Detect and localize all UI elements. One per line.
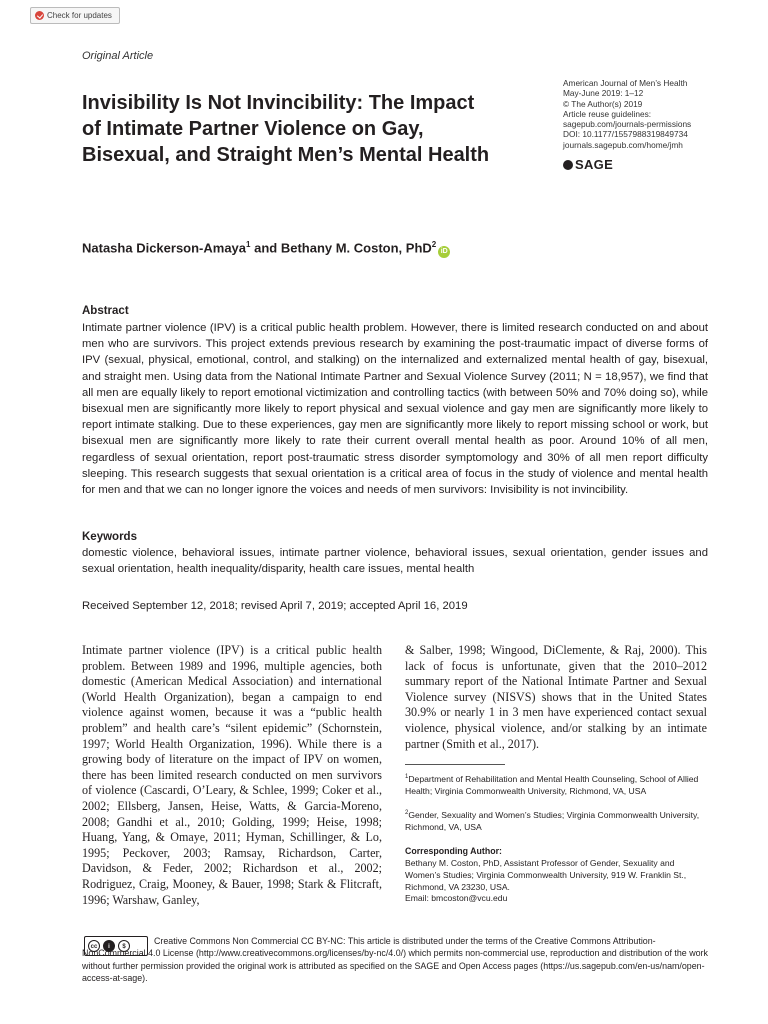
check-for-updates-label: Check for updates xyxy=(47,11,112,20)
orcid-icon[interactable]: iD xyxy=(438,246,450,258)
affiliation-2 xyxy=(405,808,710,833)
affiliation-1-mark: 1 xyxy=(405,774,409,780)
author-1-affil-mark: 1 xyxy=(246,240,251,249)
body-column-left: Intimate partner violence (IPV) is a critical public health problem. Between 1989 and 1996, multiple agencies, both domestic (American Medical Association) and international (World Health Organization), began a campaign to end violence against women, because it was a “public health problem” and health care’s “silent epidemic” (Schornstein, 1997; World Health Organization, 1996). While there is a growing body of literature on the impact of IPV on women, there has been limited research conducted on men survivors of violence (Cascardi, O’Leary, & Schlee, 1999; Coker et al., 2002; Ellsberg, Jansen, Heise, Watts, & Garcia-Moreno, 2008; Gandhi et al., 2010; Golding, 1999; Heise, 1998; Huang, Yang, & Omaye, 2011; Hyman, Schillinger, & Lo, 1995; Peckover, 2003; Ramsay, Richardson, Carter, Davidson, & Feder, 2002; Richardson et al., 2002; Rodriguez, Craig, Mooney, & Bauer, 1998; Stark & Flitcraft, 1996; Warshaw, Ganley, xyxy=(82,643,382,907)
copyright: © The Author(s) 2019 xyxy=(563,98,643,109)
footnote-divider xyxy=(405,764,505,765)
cc-icon: cc xyxy=(88,940,100,952)
received-dates: Received September 12, 2018; revised April 7, 2019; accepted April 16, 2019 xyxy=(82,600,468,612)
author-2-affil-mark: 2 xyxy=(431,240,437,249)
journal-name: American Journal of Men’s Health xyxy=(563,78,688,88)
check-icon xyxy=(35,11,44,20)
article-title: Invisibility Is Not Invincibility: The Impact of Intimate Partner Violence on Gay, Bisexual, and Straight Men’s Mental Health xyxy=(82,92,490,166)
keywords-text: domestic violence, behavioral issues, intimate partner violence, behavioral issues, sexual orientation, gender issues and sexual orientation, health inequality/disparity, health care issues, mental health xyxy=(82,547,708,576)
sage-icon xyxy=(563,160,573,170)
corresponding-author xyxy=(405,858,710,905)
check-for-updates-button[interactable] xyxy=(30,7,120,24)
corresponding-email[interactable]: Email: bmcoston@vcu.edu xyxy=(405,893,508,904)
reuse-link[interactable]: sagepub.com/journals-permissions xyxy=(563,119,692,130)
affiliation-1-text: Department of Rehabilitation and Mental Health Counseling, School of Allied Health; Virginia Commonwealth University, Richmond, VA, USA xyxy=(405,773,699,796)
body-column-right: & Salber, 1998; Wingood, DiClemente, & Raj, 2000). This lack of focus is unfortunate, given that the 2010–2012 summary report of the National Intimate Partner and Sexual Violence survey (NISVS) shows that in the United States 30.9% or nearly 1 in 3 men have experienced contact sexual violence, physical violence, and/or stalking by an intimate partner (Smith et al., 2017). xyxy=(405,643,707,751)
by-icon: i xyxy=(103,940,115,952)
doi[interactable]: DOI: 10.1177/1557988319849734 xyxy=(563,129,688,140)
author-line xyxy=(82,240,450,258)
affiliation-2-mark: 2 xyxy=(405,810,409,816)
journal-home-link[interactable]: journals.sagepub.com/home/jmh xyxy=(563,139,683,150)
publisher-name: SAGE xyxy=(575,157,614,172)
journal-issue: May-June 2019: 1–12 xyxy=(563,88,644,99)
author-connector: and xyxy=(250,240,281,256)
author-2: Bethany M. Coston, PhD xyxy=(280,240,432,256)
affiliation-2-text: Gender, Sexuality and Women’s Studies; Virginia Commonwealth University, Richmond, VA, USA xyxy=(405,809,700,832)
license-text: Creative Commons Non Commercial CC BY-NC: This article is distributed under the terms of the Creative Commons Attribution-NonCommercial 4.0 License (http://www.creativecommons.org/licenses/by-nc/4.0/) which permits non-commercial use, reproduction and distribution of the work without further permission provided the original work is attributed as specified on the SAGE and Open Access pages (https://us.sagepub.com/en-us/nam/open-access-at-sage). xyxy=(82,936,708,983)
nc-icon: $ xyxy=(118,940,130,952)
corresponding-text: Bethany M. Coston, PhD, Assistant Professor of Gender, Sexuality and Women’s Studies; Virginia Commonwealth University, 919 W. Franklin St., Richmond, VA 23230, USA. xyxy=(405,858,687,892)
author-1: Natasha Dickerson-Amaya xyxy=(82,240,247,256)
sage-logo xyxy=(563,157,613,172)
article-type: Original Article xyxy=(82,50,154,62)
abstract-heading: Abstract xyxy=(82,305,129,317)
corresponding-heading: Corresponding Author: xyxy=(405,846,502,856)
reuse-label: Article reuse guidelines: xyxy=(563,108,652,119)
keywords-heading: Keywords xyxy=(82,531,137,543)
abstract-text: Intimate partner violence (IPV) is a critical public health problem. However, there is limited research conducted on and about men who are survivors. This project extends previous research by examining the post-traumatic impact of diverse forms of IPV (sexual, physical, emotional, control, and stalking) on the internalized and externalized mental health of gay, bisexual, and straight men. Using data from the National Intimate Partner and Sexual Violence Survey (2011; N = 18,957), we find that all men are equally likely to report emotional victimization and controlling tactics (with between 50% and 70% doing so), while bisexual men are significantly more likely to report physical and sexual violence and gay men are significantly more likely to report intimate stalking. Due to these experiences, gay men are significantly more likely to report missing school or work, but bisexual men are significantly more likely to rate their current overall mental health as poor. Around 10% of all men, regardless of sexual orientation, report post-traumatic stress disorder symptomology and 30% of all men report difficulty sleeping. This research suggests that sexual orientation is a critical area of focus in the study of violence and mental health for men and that we can no longer ignore the voices and needs of men survivors: Invisibility is not invincibility. xyxy=(82,322,708,497)
affiliation-1 xyxy=(405,772,710,797)
journal-info xyxy=(563,78,743,150)
